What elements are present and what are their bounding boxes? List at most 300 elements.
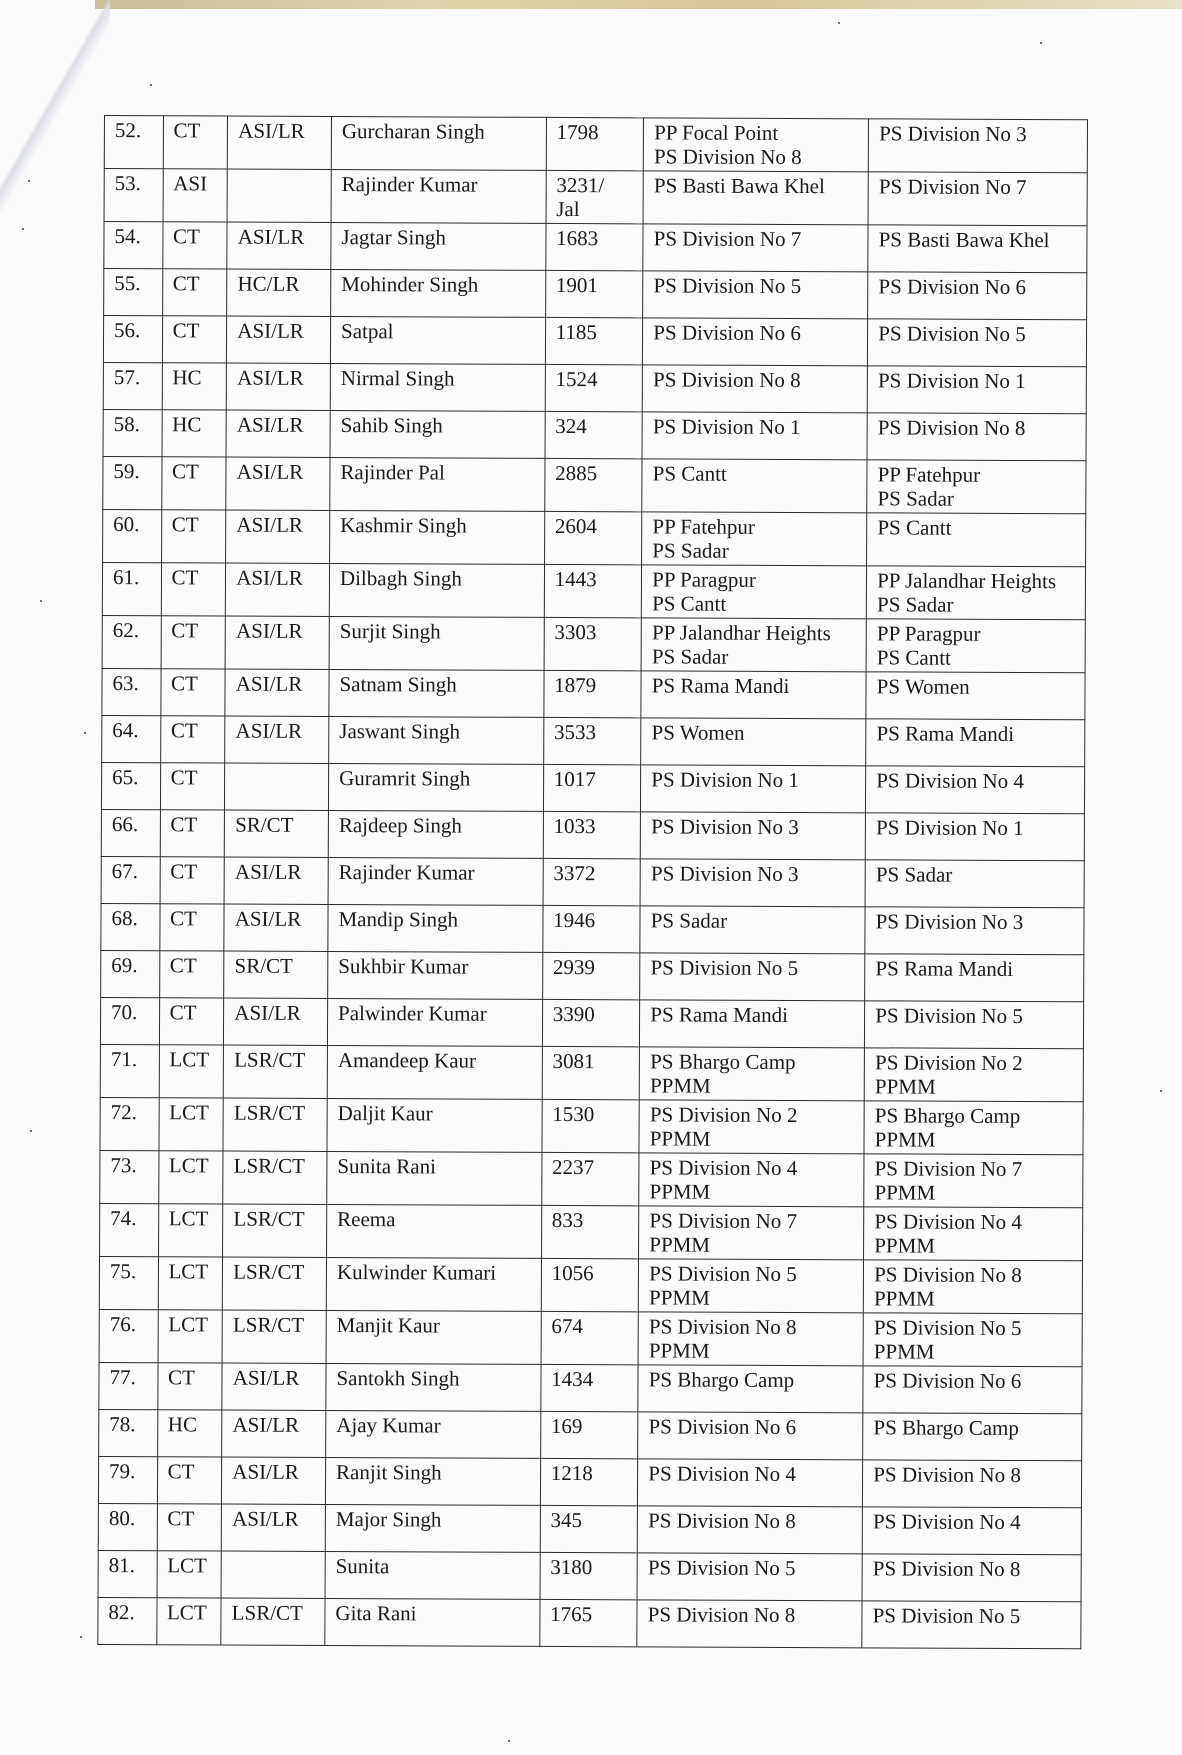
to-posting-cell (867, 513, 1086, 567)
rank-cell: CT (160, 669, 225, 716)
belt-number-cell: 1434 (541, 1364, 639, 1411)
to-posting-line: PPMM (873, 1339, 935, 1364)
to-posting-cell (864, 1101, 1083, 1155)
serial-number-cell: 71. (100, 1044, 159, 1097)
from-posting-cell (640, 859, 865, 907)
to-posting-cell (866, 672, 1085, 720)
from-posting-line: PS Division No 8 (653, 367, 801, 393)
from-posting-cell (642, 412, 867, 460)
from-posting-line: PP Fatehpur (652, 514, 755, 539)
to-posting-line: PS Sadar (875, 862, 953, 887)
rank-cell: CT (162, 316, 227, 363)
from-posting-cell (643, 318, 868, 366)
serial-number-cell: 55. (104, 269, 163, 316)
table-row (104, 222, 1087, 273)
table-row (103, 509, 1086, 566)
name-cell: Major Singh (325, 1504, 540, 1552)
to-posting-cell (862, 1601, 1081, 1649)
from-posting-line: PS Division No 2 (649, 1102, 798, 1128)
rank-cell: CT (162, 269, 227, 316)
belt-number-cell: 1185 (545, 317, 643, 364)
from-posting-cell (640, 1000, 865, 1048)
rank-cell: LCT (156, 1598, 221, 1645)
rank-cell: LCT (157, 1551, 222, 1598)
to-posting-line: PS Rama Mandi (875, 956, 1014, 981)
from-posting-cell (637, 1506, 862, 1554)
transfer-table-body (98, 116, 1088, 1649)
from-posting-cell (643, 171, 868, 225)
to-posting-line: PPMM (874, 1180, 936, 1205)
rank-cell: CT (160, 810, 225, 857)
to-posting-line: PP Paragpur (876, 621, 981, 646)
to-posting-line: PS Division No 1 (877, 368, 1026, 394)
rank-cell: CT (161, 457, 226, 510)
serial-number-cell: 65. (101, 762, 160, 809)
belt-number-cell: 1901 (545, 270, 643, 317)
table-row (104, 116, 1087, 173)
from-posting-line: PS Sadar (650, 908, 728, 933)
name-cell: Daljit Kaur (327, 1098, 542, 1152)
from-posting-line: PS Division No 5 (650, 955, 799, 981)
table-row (98, 1503, 1081, 1554)
to-posting-line: PS Division No 5 (878, 321, 1026, 347)
name-cell: Kashmir Singh (330, 510, 545, 564)
local-rank-cell (221, 1551, 325, 1598)
from-posting-line: PS Division No 7 (653, 226, 802, 252)
scan-speck (84, 732, 86, 734)
to-posting-cell (866, 719, 1085, 767)
table-row (100, 1097, 1083, 1154)
belt-number-cell: 1683 (545, 223, 643, 270)
local-rank-cell: LSR/CT (223, 1257, 327, 1310)
serial-number-cell: 53. (104, 169, 163, 222)
name-cell: Sunita Rani (327, 1151, 542, 1205)
from-posting-line: PPMM (649, 1126, 711, 1151)
belt-number-cell: 3372 (543, 858, 641, 905)
from-posting-cell (641, 718, 866, 766)
to-posting-line: PS Basti Bawa Khel (878, 227, 1050, 253)
from-posting-cell (638, 1365, 863, 1413)
to-posting-line: PS Division No 4 (872, 1509, 1021, 1535)
to-posting-line: PPMM (874, 1233, 936, 1258)
table-row (102, 668, 1085, 719)
from-posting-cell (642, 365, 867, 413)
from-posting-cell (642, 512, 867, 566)
to-posting-cell (867, 413, 1086, 461)
table-row (104, 169, 1087, 226)
to-posting-cell (864, 1207, 1083, 1261)
belt-number-cell: 3533 (543, 717, 641, 764)
from-posting-line: PP Paragpur (652, 567, 756, 592)
from-posting-line: PS Division No 5 (647, 1555, 796, 1581)
rank-cell: HC (162, 363, 227, 410)
from-posting-line: PS Rama Mandi (651, 673, 790, 698)
local-rank-cell: ASI/LR (224, 904, 328, 951)
from-posting-line: PP Jalandhar Heights (651, 620, 831, 646)
local-rank-cell: ASI/LR (224, 998, 328, 1045)
table-row (102, 715, 1085, 766)
table-row (103, 456, 1086, 513)
to-posting-cell (867, 366, 1086, 414)
from-posting-cell (643, 118, 868, 172)
from-posting-line: PS Division No 6 (648, 1414, 797, 1440)
serial-number-cell: 62. (102, 615, 161, 668)
from-posting-line: PS Basti Bawa Khel (653, 173, 825, 199)
local-rank-cell: LSR/CT (223, 1098, 327, 1151)
serial-number-cell: 77. (99, 1362, 158, 1409)
table-row (102, 562, 1085, 619)
from-posting-cell (642, 459, 867, 513)
local-rank-cell: ASI/LR (224, 857, 328, 904)
from-posting-line: PS Sadar (652, 538, 729, 563)
from-posting-cell (639, 1206, 864, 1260)
from-posting-line: PS Division No 8 (654, 144, 802, 170)
rank-cell: CT (157, 1504, 222, 1551)
to-posting-line: PS Rama Mandi (876, 721, 1015, 746)
serial-number-cell: 79. (98, 1456, 157, 1503)
serial-number-cell: 75. (99, 1256, 158, 1309)
from-posting-line: PS Division No 5 (653, 273, 802, 299)
name-cell: Rajinder Kumar (331, 169, 546, 223)
serial-number-cell: 57. (103, 362, 162, 409)
belt-number-cell: 1033 (543, 811, 641, 858)
to-posting-line: PS Division No 4 (874, 1209, 1023, 1235)
table-row (101, 903, 1084, 954)
name-cell: Jaswant Singh (329, 716, 544, 764)
name-cell: Sunita (325, 1551, 540, 1599)
table-row (99, 1409, 1082, 1460)
table-row (98, 1597, 1081, 1648)
from-posting-cell (639, 1153, 864, 1207)
belt-number-cell: 3390 (542, 999, 640, 1046)
local-rank-cell: ASI/LR (222, 1410, 326, 1457)
table-row (98, 1550, 1081, 1601)
table-row (98, 1456, 1081, 1507)
to-posting-cell (865, 813, 1084, 861)
local-rank-cell: LSR/CT (223, 1204, 327, 1257)
serial-number-cell: 52. (104, 116, 163, 169)
from-posting-cell (638, 1459, 863, 1507)
table-row (101, 856, 1084, 907)
name-cell: Palwinder Kumar (327, 998, 542, 1046)
name-cell: Sukhbir Kumar (328, 951, 543, 999)
from-posting-cell (639, 1100, 864, 1154)
scan-edge-artifact (95, 0, 1182, 9)
scan-speck (28, 180, 30, 182)
rank-cell: CT (160, 857, 225, 904)
from-posting-cell (643, 271, 868, 319)
belt-number-cell: 2885 (544, 458, 642, 511)
to-posting-line: PS Cantt (876, 645, 951, 670)
to-posting-line: PS Division No 8 (874, 1262, 1022, 1288)
table-row (103, 316, 1086, 367)
name-cell: Jagtar Singh (331, 222, 546, 270)
rank-cell: CT (157, 1363, 222, 1410)
name-cell: Rajinder Kumar (328, 857, 543, 905)
belt-number-cell: 1879 (544, 670, 642, 717)
name-cell: Ajay Kumar (326, 1410, 541, 1458)
local-rank-cell: ASI/LR (225, 716, 329, 763)
local-rank-cell: ASI/LR (222, 1363, 326, 1410)
from-posting-cell (640, 812, 865, 860)
from-posting-cell (639, 1047, 864, 1101)
table-row (99, 1309, 1082, 1366)
to-posting-line: PS Division No 3 (875, 909, 1024, 935)
local-rank-cell: ASI/LR (226, 457, 330, 510)
name-cell: Reema (327, 1204, 542, 1258)
serial-number-cell: 81. (98, 1550, 157, 1597)
serial-number-cell: 66. (101, 809, 160, 856)
scan-speck (40, 600, 42, 602)
to-posting-cell (863, 1260, 1082, 1314)
belt-number-cell: 3180 (540, 1552, 638, 1599)
from-posting-cell (640, 953, 865, 1001)
local-rank-cell: ASI/LR (226, 510, 330, 563)
local-rank-cell: ASI/LR (222, 1457, 326, 1504)
belt-number-cell: 1530 (542, 1099, 640, 1152)
local-rank-cell: SR/CT (225, 810, 329, 857)
from-posting-line: PS Bhargo Camp (648, 1367, 795, 1393)
name-cell: Kulwinder Kumari (326, 1257, 541, 1311)
belt-number-cell: 1218 (540, 1458, 638, 1505)
rank-cell: LCT (158, 1257, 223, 1310)
to-posting-cell (868, 119, 1087, 173)
rank-cell: CT (159, 998, 224, 1045)
rank-cell: CT (157, 1457, 222, 1504)
belt-number-cell: 1798 (546, 117, 644, 170)
to-posting-line: PS Division No 8 (877, 415, 1026, 441)
belt-number-cell: 2237 (541, 1152, 639, 1205)
belt-number-cell: 345 (540, 1505, 638, 1552)
name-cell: Amandeep Kaur (327, 1045, 542, 1099)
from-posting-cell (639, 1259, 864, 1313)
rank-cell: HC (157, 1410, 222, 1457)
to-posting-cell (867, 460, 1086, 514)
to-posting-line: PS Division No 7 (878, 174, 1027, 200)
name-cell: Gurcharan Singh (331, 116, 546, 170)
local-rank-cell: LSR/CT (221, 1598, 325, 1645)
table-row (101, 762, 1084, 813)
from-posting-line: PS Division No 4 (649, 1155, 798, 1181)
belt-number-cell: 3303 (544, 617, 642, 670)
rank-cell: LCT (158, 1204, 223, 1257)
rank-cell: CT (161, 563, 226, 616)
table-row (101, 950, 1084, 1001)
to-posting-cell (865, 954, 1084, 1002)
transfer-table (97, 115, 1088, 1649)
to-posting-line: PS Sadar (876, 592, 954, 617)
to-posting-cell (863, 1313, 1082, 1367)
serial-number-cell: 64. (102, 715, 161, 762)
from-posting-line: PPMM (649, 1232, 711, 1257)
rank-cell: CT (161, 510, 226, 563)
rank-cell: CT (160, 763, 225, 810)
to-posting-line: PS Division No 1 (876, 815, 1024, 841)
rank-cell: LCT (159, 1045, 224, 1098)
from-posting-line: PPMM (649, 1179, 711, 1204)
serial-number-cell: 61. (102, 562, 161, 615)
name-cell: Guramrit Singh (328, 763, 543, 811)
to-posting-cell (868, 172, 1087, 226)
local-rank-cell: LSR/CT (223, 1151, 327, 1204)
local-rank-cell: ASI/LR (227, 222, 331, 269)
to-posting-line: PS Division No 8 (873, 1462, 1021, 1488)
from-posting-line: PS Division No 4 (648, 1461, 796, 1487)
rank-cell: CT (161, 616, 226, 669)
serial-number-cell: 67. (101, 856, 160, 903)
belt-number-cell: 1443 (544, 564, 642, 617)
from-posting-cell (641, 618, 866, 672)
local-rank-cell (225, 763, 329, 810)
to-posting-line: PS Bhargo Camp (873, 1415, 1019, 1441)
from-posting-line: PS Division No 8 (648, 1314, 797, 1340)
belt-number-cell: 833 (541, 1205, 639, 1258)
from-posting-line: PS Division No 8 (647, 1602, 796, 1628)
from-posting-cell (640, 906, 865, 954)
scan-speck (30, 1130, 32, 1132)
to-posting-line: PS Division No 5 (872, 1603, 1021, 1629)
local-rank-cell: ASI/LR (225, 616, 329, 669)
serial-number-cell: 60. (103, 509, 162, 562)
to-posting-line: PS Bhargo Camp (874, 1103, 1021, 1129)
belt-number-cell: 1524 (545, 364, 643, 411)
to-posting-cell (863, 1460, 1082, 1508)
local-rank-cell: LSR/CT (222, 1310, 326, 1363)
local-rank-cell: ASI/LR (221, 1504, 325, 1551)
to-posting-cell (864, 1154, 1083, 1208)
to-posting-line: PPMM (874, 1127, 936, 1152)
from-posting-line: PS Division No 3 (650, 861, 799, 887)
from-posting-line: PS Division No 3 (651, 814, 799, 840)
to-posting-line: PS Sadar (877, 486, 954, 511)
to-posting-line: PP Fatehpur (877, 462, 981, 487)
to-posting-cell (866, 566, 1085, 620)
serial-number-cell: 72. (100, 1097, 159, 1150)
rank-cell: CT (159, 904, 224, 951)
local-rank-cell: ASI/LR (227, 316, 331, 363)
to-posting-line: PS Division No 3 (879, 121, 1027, 147)
name-cell: Rajinder Pal (330, 457, 545, 511)
rank-cell: LCT (159, 1098, 224, 1151)
local-rank-cell: ASI/LR (228, 116, 332, 169)
to-posting-line: PS Cantt (877, 515, 952, 540)
belt-number-cell: 1017 (543, 764, 641, 811)
belt-number-cell: 1946 (543, 905, 641, 952)
local-rank-cell (227, 169, 331, 222)
to-posting-cell (862, 1554, 1081, 1602)
belt-number-cell: 1056 (541, 1258, 639, 1311)
scan-speck (1160, 1090, 1162, 1092)
to-posting-line: PPMM (873, 1286, 935, 1311)
local-rank-cell: ASI/LR (225, 669, 329, 716)
to-posting-cell (868, 319, 1087, 367)
from-posting-cell (643, 224, 868, 272)
serial-number-cell: 63. (102, 668, 161, 715)
to-posting-cell (866, 619, 1085, 673)
table-row (102, 615, 1085, 672)
from-posting-line: PS Division No 1 (652, 414, 801, 440)
belt-number-cell: 1765 (539, 1599, 637, 1646)
from-posting-cell (638, 1412, 863, 1460)
from-posting-line: PS Cantt (652, 591, 727, 616)
from-posting-line: PS Division No 7 (649, 1208, 798, 1234)
from-posting-line: PS Division No 6 (653, 320, 801, 346)
serial-number-cell: 54. (104, 222, 163, 269)
table-row (103, 362, 1086, 413)
name-cell: Nirmal Singh (330, 363, 545, 411)
name-cell: Satpal (330, 316, 545, 364)
belt-number-cell: 2939 (542, 952, 640, 999)
table-row (104, 269, 1087, 320)
from-posting-line: PPMM (649, 1073, 711, 1098)
to-posting-line: PS Division No 7 (874, 1156, 1023, 1182)
from-posting-cell (641, 765, 866, 813)
belt-number-cell: 3231/ Jal (546, 170, 644, 223)
from-posting-line: PPMM (648, 1338, 710, 1363)
name-cell: Dilbagh Singh (329, 563, 544, 617)
scan-speck (508, 1740, 510, 1742)
from-posting-cell (637, 1600, 862, 1648)
from-posting-line: PPMM (649, 1285, 710, 1310)
from-posting-line: PS Division No 5 (649, 1261, 797, 1287)
local-rank-cell: ASI/LR (226, 563, 330, 616)
to-posting-line: PS Division No 6 (878, 274, 1027, 300)
from-posting-cell (642, 565, 867, 619)
belt-number-cell: 674 (541, 1311, 639, 1364)
to-posting-cell (866, 766, 1085, 814)
table-row (100, 1203, 1083, 1260)
to-posting-line: PS Division No 2 (874, 1050, 1023, 1076)
to-posting-cell (862, 1507, 1081, 1555)
serial-number-cell: 56. (103, 316, 162, 363)
name-cell: Gita Rani (325, 1598, 540, 1646)
to-posting-cell (868, 225, 1087, 273)
to-posting-line: PS Division No 4 (876, 768, 1024, 794)
name-cell: Mohinder Singh (331, 269, 546, 317)
rank-cell: CT (163, 116, 228, 169)
belt-number-cell: 2604 (544, 511, 642, 564)
rank-cell: LCT (158, 1310, 223, 1363)
from-posting-line: PS Women (651, 720, 745, 745)
from-posting-line: PS Bhargo Camp (650, 1049, 796, 1075)
to-posting-line: PS Division No 5 (873, 1315, 1022, 1341)
from-posting-line: PP Focal Point (654, 120, 779, 145)
local-rank-cell: ASI/LR (226, 410, 330, 457)
table-row (100, 997, 1083, 1048)
serial-number-cell: 74. (100, 1203, 159, 1256)
table-row (100, 1044, 1083, 1101)
serial-number-cell: 69. (101, 950, 160, 997)
to-posting-cell (865, 860, 1084, 908)
name-cell: Rajdeep Singh (328, 810, 543, 858)
name-cell: Ranjit Singh (325, 1457, 540, 1505)
to-posting-cell (863, 1413, 1082, 1461)
belt-number-cell: 3081 (542, 1046, 640, 1099)
to-posting-cell (868, 272, 1087, 320)
name-cell: Sahib Singh (330, 410, 545, 458)
serial-number-cell: 82. (98, 1597, 157, 1644)
belt-number-cell: 324 (545, 411, 643, 458)
to-posting-line: PPMM (874, 1074, 936, 1099)
table-row (99, 1256, 1082, 1313)
rank-cell: CT (159, 951, 224, 998)
name-cell: Surjit Singh (329, 616, 544, 670)
rank-cell: CT (160, 716, 225, 763)
table-row (99, 1362, 1082, 1413)
scan-speck (150, 84, 152, 86)
to-posting-cell (863, 1366, 1082, 1414)
scan-speck (838, 22, 840, 24)
